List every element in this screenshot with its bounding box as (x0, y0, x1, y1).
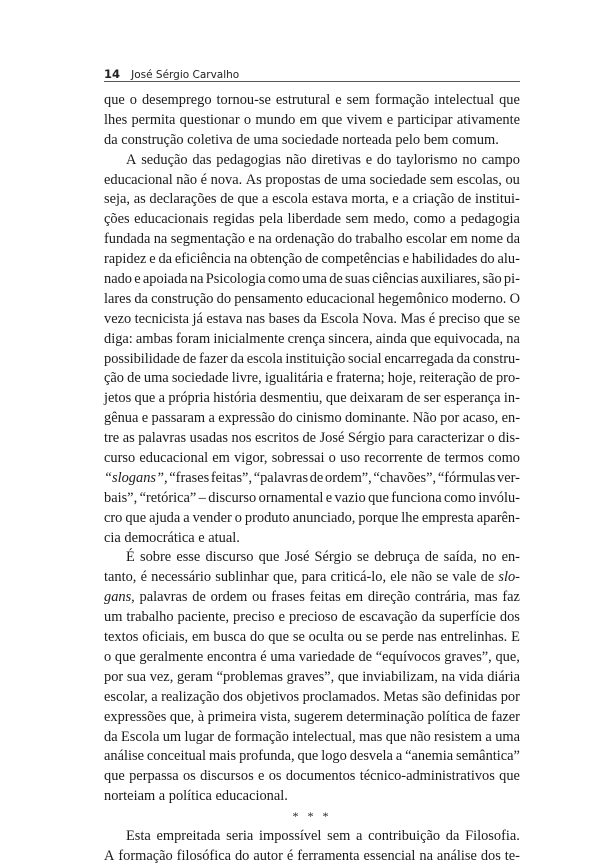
text-line: tre as palavras usadas nos escritos de José Sérgio para caracterizar o dis- (104, 430, 520, 447)
text-line: A sedução das pedagogias não diretivas e do taylorismo no campo (126, 151, 520, 168)
text-line: A formação filosófica do autor é ferramenta essencial na análise dos te- (104, 847, 520, 864)
text-line: gênua e passaram a expressão do cinismo dominante. Não por acaso, en- (104, 410, 520, 427)
text-line: “slogans”, “frases feitas”, “palavras de ordem”, “chavões”, “fórmulas ver- (104, 469, 520, 486)
text-line: fundada na segmentação e na ordenação do trabalho escolar em nome da (104, 231, 520, 248)
text-line: lares da construção do pensamento educacional hegemônico moderno. O (104, 290, 520, 307)
text-line: por sua vez, geram “problemas graves”, que inviabilizam, na vida diária (104, 668, 520, 685)
text-line: bais”, “retórica” – discurso ornamental e vazio que funciona como invólu- (104, 489, 520, 506)
text-line: expressões que, à primeira vista, sugerem determinação política de fazer (104, 708, 520, 725)
section-separator: * * * (292, 809, 332, 824)
text-line: gans, palavras de ordem ou frases feitas em direção contrária, mas faz (104, 589, 520, 606)
text-line: possibilidade de fazer da escola instituição social encarregada da constru- (104, 350, 520, 367)
text-line: lhes permita questionar o mundo em que vivem e participar ativamente (104, 111, 520, 128)
text-line: jetos que a própria história desmentiu, que deixaram de ser esperança in- (104, 390, 520, 407)
text-line: É sobre esse discurso que José Sérgio se debruça de saída, no en- (126, 549, 520, 566)
text-line: análise conceitual mais profunda, que logo desvela a “anemia semântica” (104, 748, 520, 765)
text-line: ção de uma sociedade livre, igualitária e fraterna; hoje, reiteração de pro- (104, 370, 520, 387)
text-line: o que geralmente encontra é uma variedade de “equívocos graves”, que, (104, 648, 520, 665)
text-line: um trabalho paciente, preciso e precioso de escavação da superfície dos (104, 609, 520, 626)
text-line: cia democrática e atual. (104, 529, 240, 546)
text-line: textos oficiais, em busca do que se oculta ou se perde nas entrelinhas. E (104, 629, 520, 646)
text-line: educacional não é nova. As propostas de uma sociedade sem escolas, ou (104, 171, 520, 188)
text-line: que perpassa os discursos e os documentos técnico-administrativos que (104, 768, 520, 785)
running-header-author: José Sérgio Carvalho (131, 69, 240, 81)
text-line: cro que ajuda a vender o produto anunciado, porque lhe empresta aparên- (104, 509, 520, 526)
text-line: nado e apoiada na Psicologia como uma de suas ciências auxiliares, são pi- (104, 271, 520, 288)
text-line: da Escola um lugar de formação intelectual, mas que não resistem a uma (104, 728, 520, 745)
text-line: escolar, a realização dos objetivos proclamados. Metas são definidas por (104, 688, 520, 705)
text-line: seja, as declarações de que a escola estava morta, e a criação de institui- (104, 191, 520, 208)
text-line: tanto, é necessário sublinhar que, para criticá-lo, ele não se vale de slo- (104, 569, 520, 586)
body-text (104, 91, 520, 867)
text-line: da construção coletiva de uma sociedade norteada pelo bem comum. (104, 131, 499, 148)
text-line: vezo tecnicista já estava nas bases da Escola Nova. Mas é preciso que se (104, 310, 520, 327)
text-line: Esta empreitada seria impossível sem a contribuição da Filosofia. (126, 827, 520, 844)
running-header (104, 63, 520, 82)
text-line: ções educacionais regidas pela liberdade sem medo, como a pedagogia (104, 211, 520, 228)
page-number: 14 (104, 67, 121, 81)
text-line: que o desemprego tornou-se estrutural e sem formação intelectual que (104, 92, 520, 108)
text-line: curso educacional em vigor, sobressai o uso recorrente de termos como (104, 450, 520, 467)
text-line: diga: ambas foram inicialmente crença sincera, ainda que equivocada, na (104, 330, 520, 347)
text-line: norteiam a política educacional. (104, 788, 288, 805)
text-line: rapidez e da eficiência na obtenção de competências e habilidades do alu- (104, 251, 520, 268)
